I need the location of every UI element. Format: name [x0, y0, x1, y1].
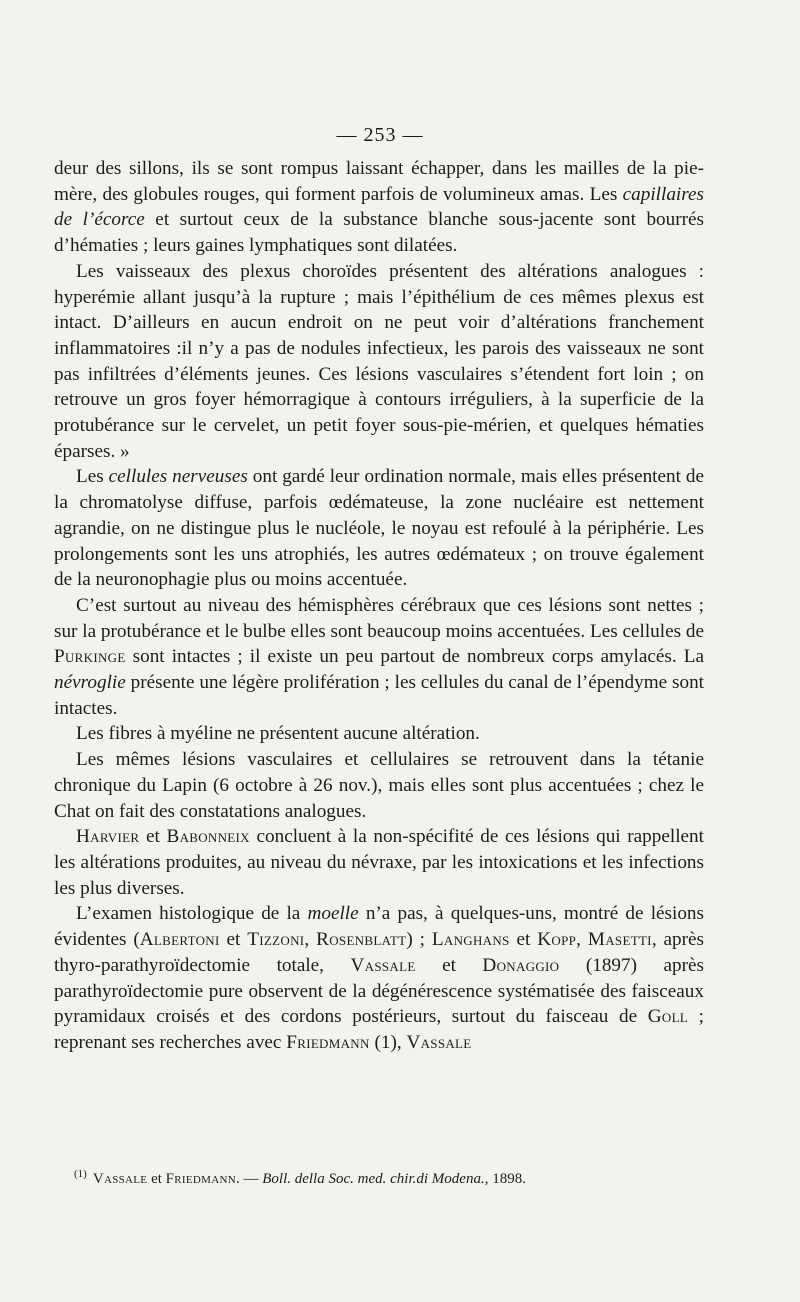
text-run: concluent à la non-spécifité de ces lésions qui rappellent les altérations produites, au niveau du névraxe, par les intoxications et les infections les plus diverses. — [54, 826, 704, 899]
footnote-text: et — [147, 1171, 166, 1187]
author-name: Masetti — [587, 929, 652, 951]
text-run: ) ; — [406, 929, 432, 951]
author-name: Donaggio — [482, 954, 560, 976]
text-run: Les — [76, 466, 109, 488]
footnote-author: Friedmann — [165, 1171, 236, 1187]
paragraph-8 — [54, 901, 704, 1055]
text-run: (1), — [369, 1031, 407, 1053]
text-run: présente une légère prolifération ; les cellules du canal de l’épendyme sont intactes. — [54, 672, 704, 719]
author-name: Albertoni — [139, 929, 220, 951]
author-name: Friedmann — [286, 1031, 370, 1053]
body-text — [54, 156, 704, 1056]
text-run: C’est surtout au niveau des hémisphères cérébraux que ces lésions sont nettes ; sur la protubérance et le bulbe elles sont beaucoup moins accentuées. Les cellules de — [54, 594, 704, 642]
author-name: Tizzoni — [247, 929, 305, 951]
paragraph-5: Les fibres à myéline ne présentent aucune altération. — [76, 723, 480, 745]
page-number: — 253 — — [336, 124, 424, 146]
footnote-author: Vassale — [92, 1171, 148, 1187]
text-run: et — [219, 929, 248, 951]
paragraph-3 — [54, 464, 704, 593]
text-run: (1897) après parathyroïdectomie pure observent de la dégénérescence systématisée des faisceaux pyramidaux croisés et des cordons postérieurs, surtout du faisceau de — [54, 954, 704, 1028]
footnote — [74, 1164, 704, 1189]
italic-term: moelle — [307, 903, 359, 925]
paragraph-2: Les vaisseaux des plexus choroïdes présentent des altérations analogues : hyperémie allant jusqu’à la rupture ; mais l’épithélium de ces mêmes plexus est intact. D’ailleurs en aucun endroit on ne peut voir d’altérations franchement inflammatoires :il n’y a pas de nodules infectieux, les parois des vaisseaux ne sont pas infiltrées d’éléments jeunes. Ces lésions vasculaires s’étendent fort loin ; on retrouve un gros foyer hémorragique à contours irréguliers, à la superficie de la protubérance sur le cervelet, un petit foyer sous-pie-mérien, et quelques hématies éparses. » — [54, 260, 704, 462]
text-run: L’examen histologique de la — [76, 903, 308, 925]
author-name: Rosenblatt — [316, 929, 407, 951]
paragraph-4 — [54, 593, 704, 722]
author-name: Harvier — [76, 826, 140, 848]
footnote-marker: (1) — [74, 1168, 87, 1180]
text-run: ont gardé leur ordination normale, mais elles présentent de la chromatolyse diffuse, parfois œdémateuse, la zone nucléaire est nettement agrandie, on ne distingue plus le nucléole, le noyau est refoulé à la périphérie. Les prolongements sont les uns atrophiés, les autres œdémateux ; on trouve également de la neuronophagie plus ou moins accentuée. — [54, 466, 704, 591]
author-name: Goll — [647, 1006, 689, 1028]
text-run: , après thyro-parathyroïdectomie totale, — [54, 929, 705, 976]
text-run: , — [304, 929, 317, 951]
text-run: et surtout ceux de la substance blanche sous-jacente sont bourrés d’hématies ; leurs gaines lymphatiques sont dilatées. — [54, 209, 704, 257]
author-name: Purkinge — [54, 646, 126, 668]
author-name: Babonneix — [166, 826, 250, 848]
text-run: n’a pas, à quelques-uns, montré de lésions évidentes ( — [54, 903, 704, 951]
text-run: ; reprenant ses recherches avec — [54, 1006, 704, 1053]
author-name: Vassale — [350, 954, 416, 976]
footnote-year: , 1898. — [484, 1171, 526, 1187]
text-run: sont intactes ; il existe un peu partout de nombreux corps amylacés. La — [125, 646, 704, 668]
footnote-journal: Boll. della Soc. med. chir.di Modena. — [262, 1171, 485, 1187]
author-name: Vassale — [406, 1031, 472, 1053]
text-run: et — [509, 929, 538, 951]
text-run: et — [415, 954, 483, 976]
footnote-text: . — — [235, 1171, 263, 1187]
text-run: et — [139, 826, 167, 848]
italic-term: capillaires de l’écorce — [54, 183, 704, 231]
paragraph-7 — [54, 824, 704, 901]
author-name: Langhans — [431, 929, 510, 951]
italic-term: cellules nerveuses — [108, 466, 248, 488]
italic-term: névroglie — [54, 672, 126, 694]
paragraph-6: Les mêmes lésions vasculaires et cellulaires se retrouvent dans la tétanie chronique du Lapin (6 octobre à 26 nov.), mais elles sont plus accentuées ; chez le Chat on fait des constatations analogues. — [54, 749, 704, 822]
author-name: Kopp — [537, 929, 577, 951]
text-run: , — [576, 929, 588, 951]
text-run: deur des sillons, ils se sont rompus laissant échapper, dans les mailles de la pie-mère, des globules rouges, qui forment parfois de volumineux amas. Les — [54, 158, 704, 205]
paragraph-1 — [54, 156, 704, 259]
